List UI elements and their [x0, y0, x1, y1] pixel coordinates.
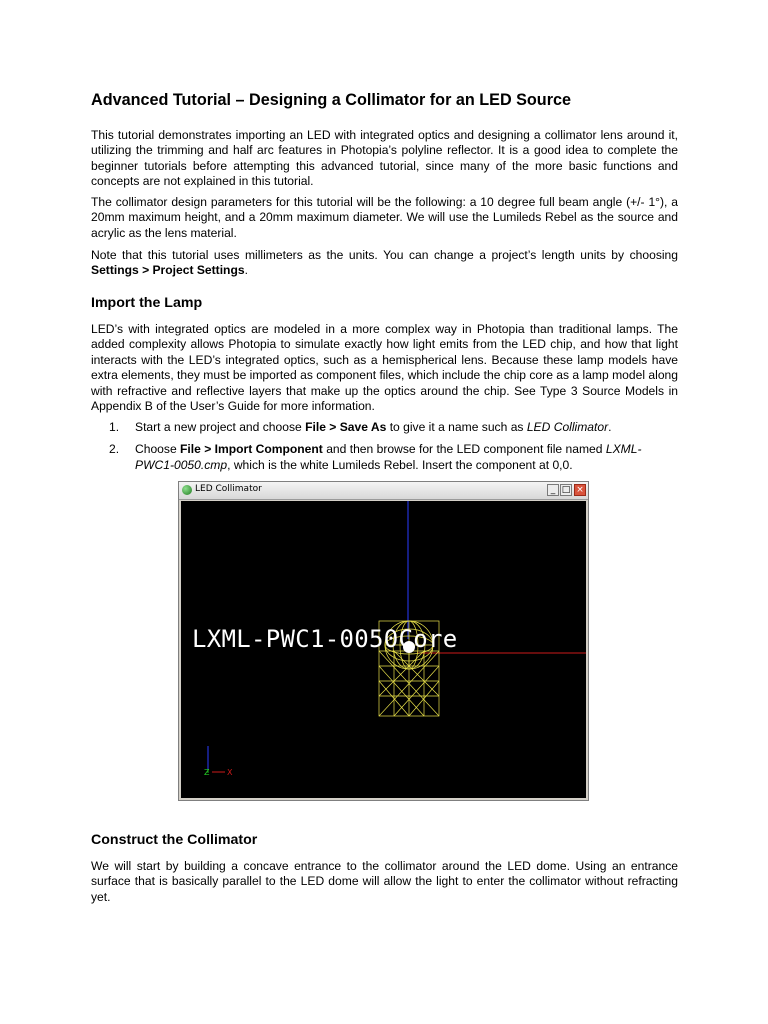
step-italic: LXML-PWC1-0050.cmp	[135, 442, 642, 472]
list-item	[91, 420, 678, 435]
units-note-text: Note that this tutorial uses millimeters as the units. You can change a project’s length units by choosing	[91, 248, 678, 262]
page-title: Advanced Tutorial – Designing a Collimator for an LED Source	[91, 91, 572, 109]
intro-paragraph-1: This tutorial demonstrates importing an LED with integrated optics and designing a collimator lens around it, utilizing the trimming and half arc features in Photopia’s polyline reflector. It is a good idea to complete the beginner tutorials before attempting this advanced tutorial, since many of the more basic functions and concepts are not explained in this tutorial.	[91, 128, 678, 189]
window-title: LED Collimator	[195, 484, 262, 494]
minimize-button: _	[547, 484, 559, 496]
construct-collimator-paragraph: We will start by building a concave entrance to the collimator around the LED dome. Using an entrance surface that is basically parallel to the LED dome will allow the light to enter the collimator without refracting yet.	[91, 859, 678, 904]
step-menu: File > Import Component	[180, 442, 323, 457]
close-button: ×	[574, 484, 586, 496]
step-text: Choose	[135, 442, 181, 457]
step-text: .	[608, 420, 612, 434]
import-lamp-paragraph: LED’s with integrated optics are modeled in a more complex way in Photopia than traditional lamps. The added complexity allows Photopia to simulate exactly how light emits from the LED chip, and how that light interacts with the LED’s integrated optics, such as a hemispherical lens. Because these lamp models have extra elements, they must be imported as component files, which include the chip core as a lamp model along with refractive and reflective layers that make up the optics around the chip. See Type 3 Source Models in Appendix B of the User’s Guide for more information.	[91, 322, 678, 414]
steps-list	[91, 420, 678, 480]
3d-viewport	[181, 501, 586, 798]
axis-triad	[204, 746, 233, 777]
intro-paragraph-2: The collimator design parameters for this tutorial will be the following: a 10 degree full beam angle (+/- 1°), a 20mm maximum height, and a 20mm maximum diameter. We will use the Lumileds Rebel as the source and acrylic as the lens material.	[91, 195, 678, 240]
units-note-menu: Settings > Project Settings	[91, 263, 245, 278]
led-collimator-window-screenshot	[178, 481, 589, 801]
section-heading-construct-collimator: Construct the Collimator	[91, 832, 258, 848]
list-item	[91, 442, 678, 473]
step-menu: File > Save As	[305, 420, 387, 434]
step-italic: LED Collimator	[526, 420, 609, 434]
step-text: to give it a name such as	[386, 420, 527, 434]
axis-x-label: X	[227, 768, 233, 777]
section-heading-import-lamp: Import the Lamp	[91, 295, 203, 311]
step-text: Start a new project and choose	[135, 420, 306, 434]
axis-z-label: Z	[204, 768, 210, 777]
maximize-button: □	[561, 485, 571, 495]
units-note-end: .	[244, 263, 248, 278]
app-globe-icon	[182, 485, 192, 495]
step-number: 2.	[109, 442, 120, 457]
component-label: LXML-PWC1-0050Core	[192, 625, 458, 653]
step-text: , which is the white Lumileds Rebel. Insert the component at 0,0.	[227, 457, 573, 472]
step-number: 1.	[109, 420, 120, 434]
window-titlebar	[179, 482, 588, 500]
units-note-paragraph	[91, 248, 678, 279]
step-text: and then browse for the LED component file named	[322, 442, 606, 457]
